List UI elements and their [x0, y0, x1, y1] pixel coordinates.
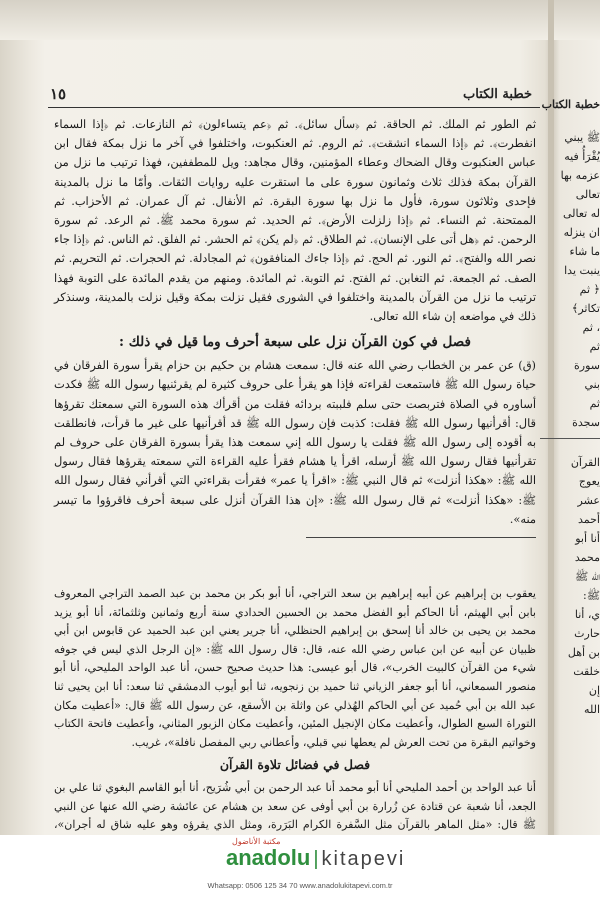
page-shadow [0, 0, 600, 40]
logo-brand: anadolu [226, 845, 311, 870]
facing-line: ينبت يدا [564, 264, 600, 277]
paragraph-surah-order: ثم الطور ثم الملك. ثم الحاقة. ثم ﴿سأل سائل﴾. ثم ﴿عم يتساءلون﴾ ثم النازعات. ثم ﴿إذا السماء انفطرت﴾. ثم ﴿إذا السماء انشقت﴾. ثم الروم. ثم العنكبوت، واختلفوا في آخر ما نزل بمكة فقال ابن عباس العنكبوت وقال الضحاك وعطاء المؤمنين، وقال مجاهد: ويل للمطففين، فهذا ترتيب ما نزل من القرآن بمكة فذلك ثلاث وثمانون سورة على ما استقرت عليه روايات الثقات. وأمّا ما نزل بالمدينة فإحدى وثلاثون سورة، فأول ما نزل بها سورة البقرة. ثم الأنفال. ثم آل عمران. ثم الأحزاب. ثم الممتحنة. ثم النساء. ثم ﴿إذا زلزلت الأرض﴾. ثم الحديد. ثم سورة محمد ﷺ. ثم الرعد. ثم سورة الرحمن. ثم ﴿هل أتى على الإنسان﴾. ثم الطلاق. ثم ﴿لم يكن﴾ ثم الحشر. ثم الفلق. ثم الناس. ثم ﴿إذا جاء نصر الله والفتح﴾. ثم النور. ثم الحج. ثم ﴿إذا جاءك المنافقون﴾ ثم المجادلة. ثم الحجرات. ثم التحريم. ثم الصف. ثم الجمعة. ثم التغابن. ثم الفتح. ثم التوبة. ثم المائدة. ومنهم من يقدم المائدة على التوبة فهذا ترتيب ما نزل من القرآن بالمدينة واختلفوا في الشورى فقيل نزلت بمكة وقيل نزلت بالمدينة، وسنذكر ذلك في مواضعه إن شاء الله تعالى. [54, 117, 536, 324]
facing-line: الله ﷺ [574, 570, 600, 583]
footnote-divider [306, 537, 536, 538]
publisher-watermark [0, 835, 600, 900]
facing-line: ما شاء [569, 245, 600, 258]
facing-line: تكاثر﴾ [571, 302, 600, 315]
section-heading: فصل في كون القرآن نزل على سبعة أحرف وما قيل في ذلك : [119, 334, 471, 351]
page-header [48, 85, 540, 108]
book-spine [548, 0, 554, 835]
facing-divider [540, 438, 600, 447]
footnote-heading: فصل في فضائل تلاوة القرآن [219, 757, 371, 773]
facing-line: بن أهل [567, 646, 600, 659]
facing-line: ﷺ يبني [564, 131, 600, 144]
facing-line: ، ثم [582, 321, 600, 334]
facing-line: ثم [589, 340, 600, 353]
body-text [54, 115, 536, 544]
facing-line: محمد [574, 551, 600, 564]
facing-line: له تعالى [563, 207, 600, 220]
main-page [48, 85, 540, 832]
facing-line: ثم [589, 397, 600, 410]
facing-line: سورة [574, 359, 600, 372]
facing-line: عشر [577, 494, 600, 507]
facing-line: أنا أبو [575, 532, 600, 545]
footnote-hadith: أنا عبد الواحد بن أحمد المليحي أنا أبو محمد أنا عبد الرحمن بن أبي شُرَيح، أنا أبو القاسم البغوي ثنا علي بن الجعد، أنا شعبة عن قتادة عن زُرارة بن أبي أوفى عن سعد بن هشام عن عائشة رضي الله عنها عن النبي ﷺ قال: «مثل الماهر بالقرآن مثل السَّفرة الكرام البَرَرة، ومثل الذي يقرؤه وهو عليه شاق له أجران»، [54, 780, 536, 832]
publisher-contact: Whatsapp: 0506 125 34 70 www.anadolukitapevi.com.tr [207, 881, 393, 890]
facing-line: أحمد [578, 513, 600, 526]
facing-line: يُقْرَأُ فيه [564, 150, 600, 163]
footnotes [54, 585, 536, 853]
footnote-isnad: يعقوب بن إبراهيم عن أبيه إبراهيم بن سعد التراجي، أنا أبو بكر بن محمد بن عبد الصمد التراجي المعروف بابن أبي الهيثم، أنا الحاكم أبو الفضل محمد بن الحسين الحدادي سنة أربع وثمانين وثلثمائة، أنا أبو يزيد محمد بن يحيى بن خالد أنا إسحق بن إبراهيم الحنظلي، أنا جرير يعني ابن عبد الحميد عن قابوس ابن أبي ظبيان عن أبيه عن ابن عباس رضي الله عنه، قال: قال رسول الله ﷺ: «إن الرجل الذي ليس في جوفه شيء من القرآن كالبيت الخرب»، قال أبو عيسى: هذا حديث صحيح حسن، أنا عبد الواحد المليحي، أنا أبو منصور السمعاني، أنا أبو جعفر الزياني ثنا حميد بن زنجويه، ثنا أبو أيوب الدمشقي ثنا سعد: أنا ابن يحيى ثنا عبد الله بن أبي حُميد عن أبي الحاكم الهُذلي عن واثلة بن الأسقع، عن رسول الله ﷺ قال: «أعطيت مكان التوراة السبع الطوال، وأعطيت مكان الإنجيل المئين، وأعطيت مكان الزبور المثاني، وأعطيت فاتحة الكتاب وخواتيم البقرة من تحت العرش لم يعطها نبي قبلي، وأعطاني ربي المفصل نافلة»، غريب. [54, 587, 536, 749]
running-title: خطبة الكتاب [463, 87, 532, 102]
publisher-logo [226, 837, 406, 879]
facing-page-fragment [541, 95, 600, 795]
facing-line: عزمه بها [560, 169, 600, 182]
facing-line: بني [584, 378, 600, 391]
hadith-paragraph: (ق) عن عمر بن الخطاب رضي الله عنه قال: سمعت هشام بن حكيم بن حزام يقرأ سورة الفرقان في حياة رسول الله ﷺ فاستمعت لقراءته فإذا هو يقرأ على حروف كثيرة لم يقرئنيها رسول الله ﷺ فكدت أساوره في الصلاة فتربصت حتى سلم فلببته بردائه فقلت من أقرأك هذه السورة التي سمعتك تقرؤها قال: أقرأنيها رسول الله ﷺ فقلت: كذبت فإن رسول الله ﷺ قد أقرأنيها على غير ما قرأت، فانطلقت به أقوده إلى رسول الله ﷺ فقلت يا رسول الله إني سمعت هذا يقرأ بسورة الفرقان على حروف لم تقرأنيها فقال رسول الله ﷺ أرسله، اقرأ يا هشام فقرأ عليه القراءة التي سمعته يقرؤها فقال رسول الله ﷺ: «هكذا أنزلت» ثم قال النبي ﷺ: «اقرأ يا عمر» فقرأت بقراءتي التي أقرأني فقال رسول الله ﷺ: «هكذا أنزلت» ثم قال رسول الله ﷺ: «إن هذا القرآن أنزل على سبعة أحرف فاقرؤوا ما تيسر منه». [54, 358, 536, 526]
facing-line: ﴿ ثم [579, 283, 600, 296]
facing-page-title: خطبة الكتاب [541, 98, 600, 111]
facing-line: سجدة [572, 416, 600, 429]
facing-line: ﷺ: [583, 589, 600, 602]
facing-line: تعالى [575, 188, 600, 201]
page-number: ١٥ [50, 85, 67, 103]
facing-line: إن [588, 684, 600, 697]
logo-separator: | [313, 848, 319, 870]
logo-brand-suffix: kitapevi [321, 848, 406, 870]
facing-line: الله [584, 703, 600, 716]
facing-line: خلقت [573, 665, 600, 678]
facing-line: ان ينزله [563, 226, 600, 239]
facing-line: يعوج [578, 475, 600, 488]
facing-line: ي، أنا [574, 608, 600, 621]
facing-line: القرآن [570, 456, 600, 469]
logo-arabic-text: مكتبة الأناضول [232, 837, 281, 846]
facing-line: حارث [574, 627, 600, 640]
